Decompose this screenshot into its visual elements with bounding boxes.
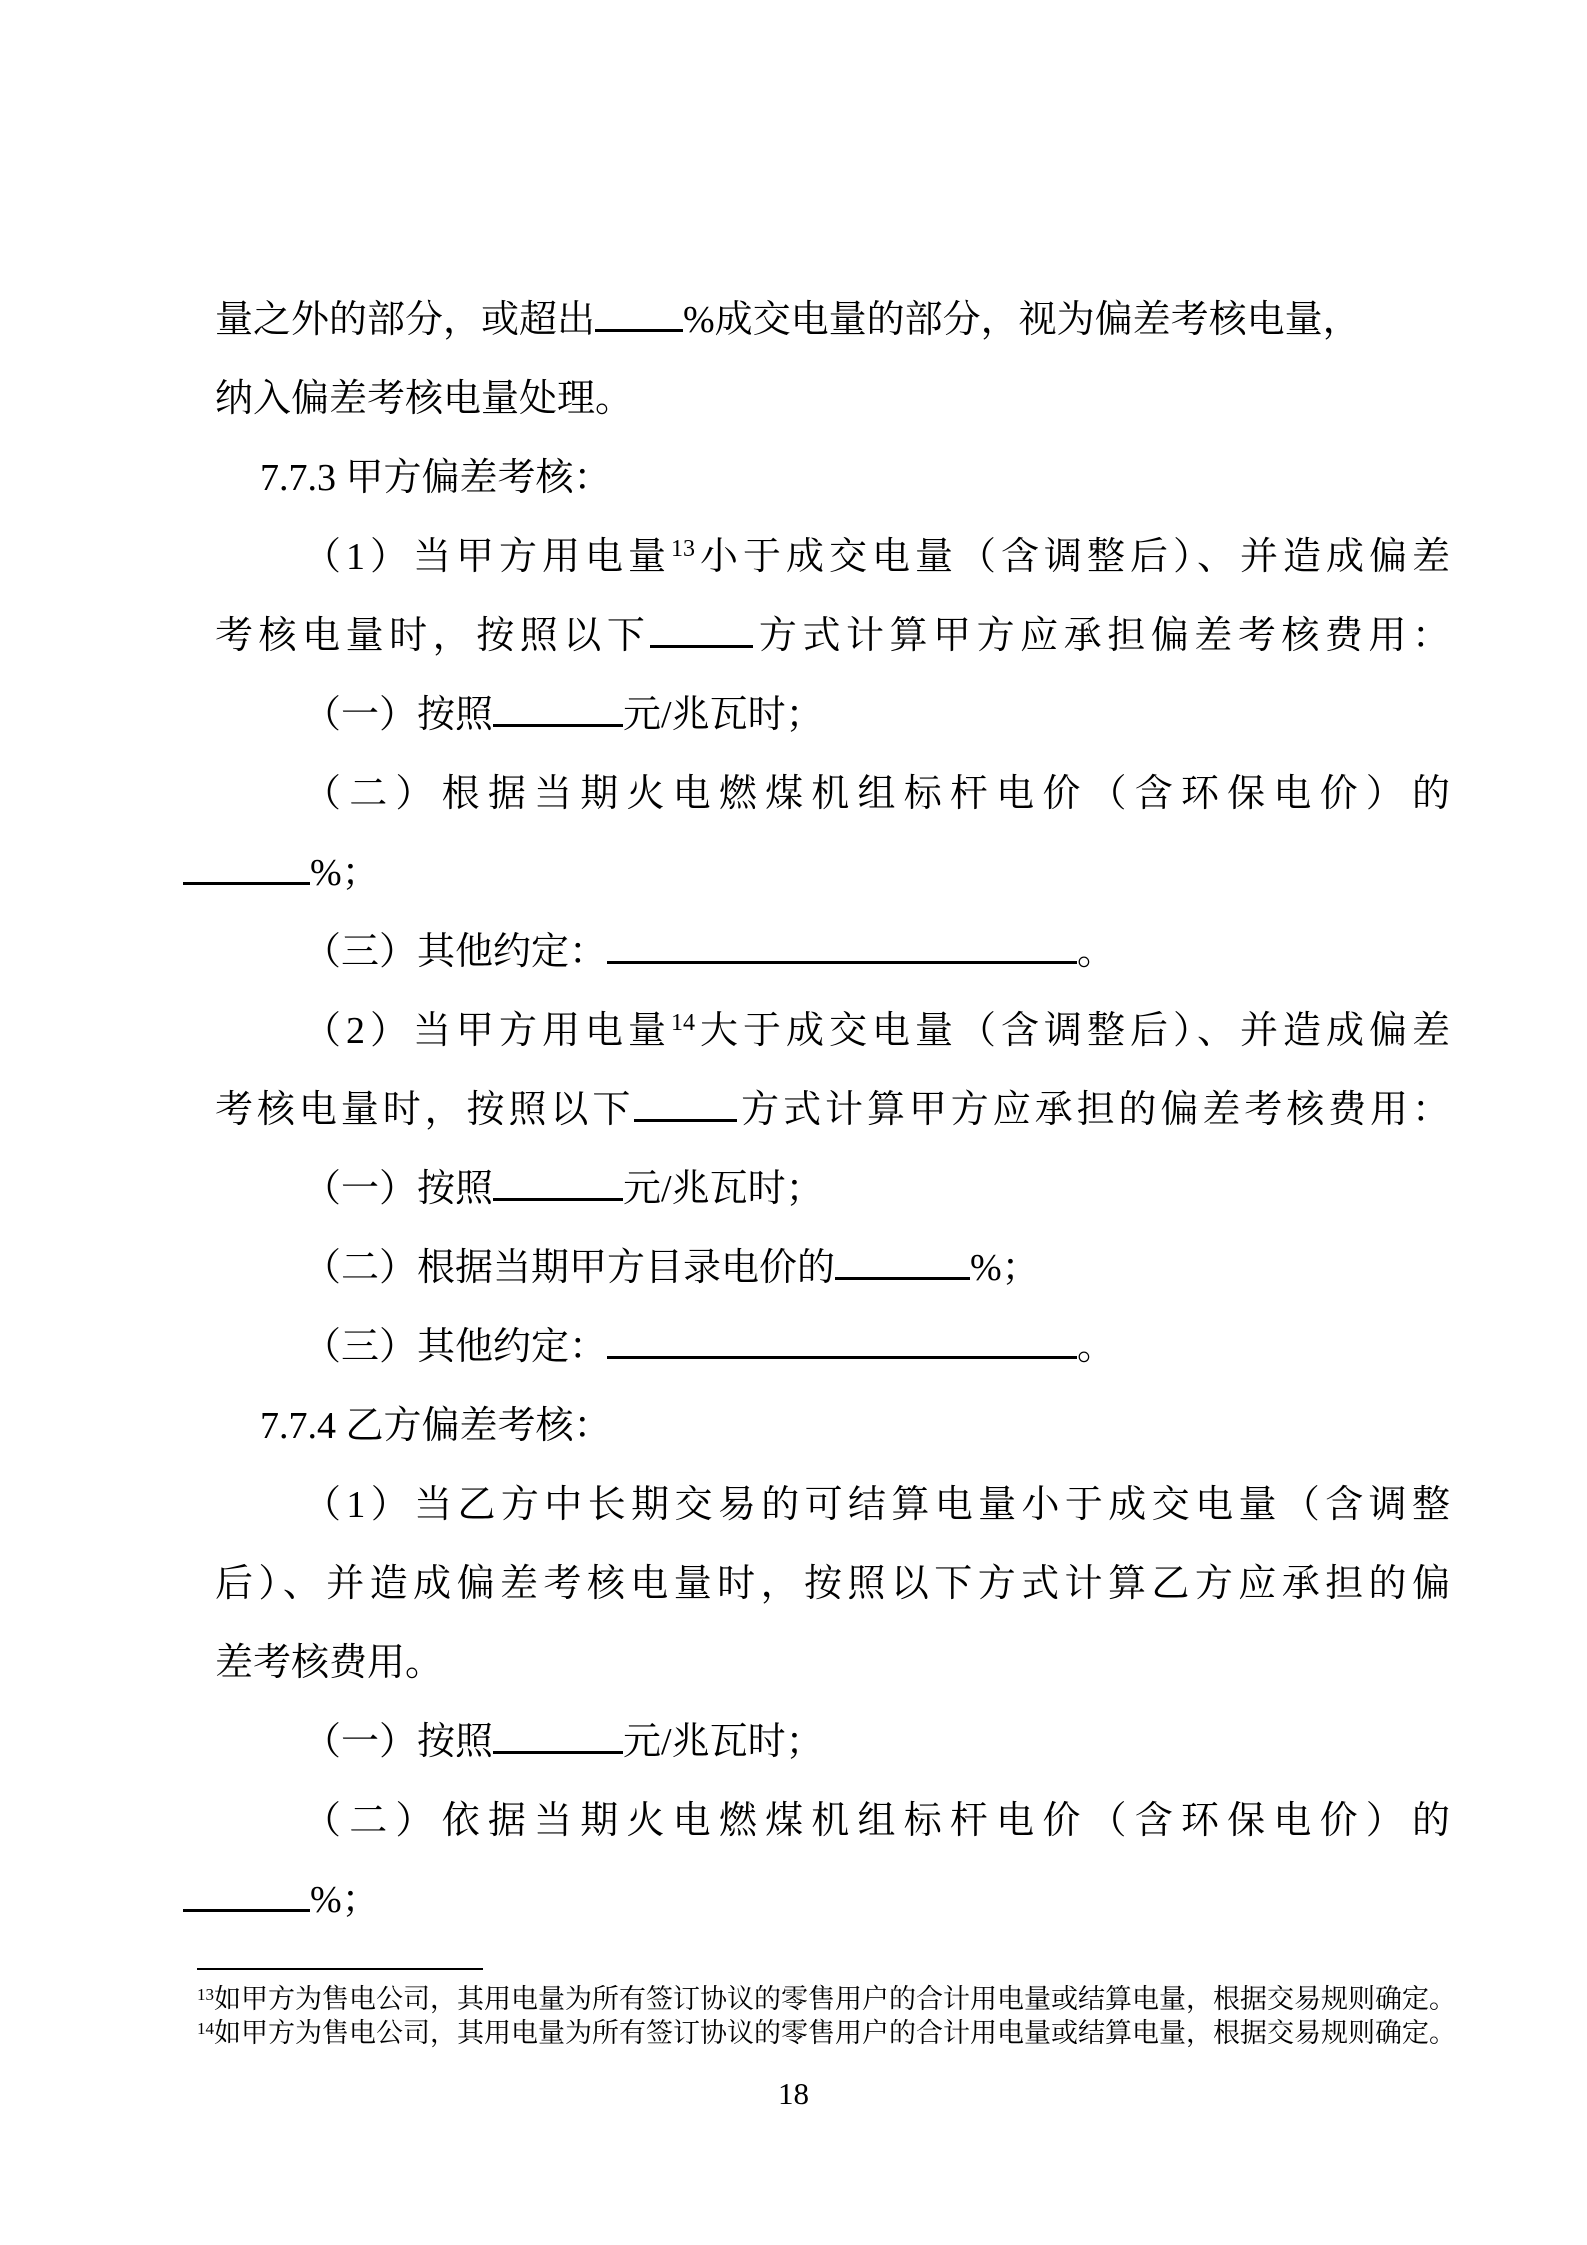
text-line xyxy=(215,1308,1450,1387)
footnote-text: 如甲方为售电公司，其用电量为所有签订协议的零售用户的合计用电量或结算电量，根据交易规则确定。 xyxy=(214,2018,1456,2048)
text-line xyxy=(215,1387,1450,1466)
blank-field xyxy=(183,848,310,885)
text-run: 小于成交电量（含调整后）、并造成偏差 xyxy=(695,536,1450,578)
text-line xyxy=(215,439,1450,518)
text-run: 元/兆瓦时； xyxy=(623,1168,824,1210)
text-run: 量之外的部分，或超出 xyxy=(215,299,596,341)
text-run: 方式计算甲方应承担的偏差考核费用： xyxy=(737,1089,1450,1131)
footnote-marker: 13 xyxy=(197,1984,214,2004)
page-number: 18 xyxy=(778,2076,809,2111)
text-run: 元/兆瓦时； xyxy=(623,1721,824,1763)
text-run: 大于成交电量（含调整后）、并造成偏差 xyxy=(695,1010,1450,1052)
text-run: 7.7.3 甲方偏差考核： xyxy=(260,457,612,499)
text-run: %成交电量的部分，视为偏差考核电量， xyxy=(683,299,1361,341)
text-line xyxy=(215,360,1450,439)
text-run: 差考核费用。 xyxy=(215,1642,444,1684)
text-line xyxy=(215,518,1450,597)
text-run: （一）按照 xyxy=(303,1168,494,1210)
text-line xyxy=(215,1782,1450,1861)
footnote-area xyxy=(197,1968,1456,2052)
blank-field xyxy=(493,1164,623,1201)
blank-field xyxy=(835,1243,970,1280)
footnote-text: 如甲方为售电公司，其用电量为所有签订协议的零售用户的合计用电量或结算电量，根据交易规则确定。 xyxy=(214,1984,1456,2014)
text-line xyxy=(183,834,1450,913)
text-run: %； xyxy=(970,1247,1040,1289)
footnote xyxy=(197,1984,1456,2018)
text-line xyxy=(215,755,1450,834)
blank-field xyxy=(595,295,683,332)
document-body xyxy=(215,281,1450,1940)
text-run: （1）当甲方用电量 xyxy=(303,536,671,578)
text-run: （三）其他约定： xyxy=(303,1326,608,1368)
blank-field xyxy=(607,927,1077,964)
text-run: 考核电量时，按照以下 xyxy=(215,1089,635,1131)
blank-field xyxy=(493,1717,623,1754)
text-line xyxy=(215,1071,1450,1150)
text-run: 7.7.4 乙方偏差考核： xyxy=(260,1405,612,1447)
text-run: 考核电量时，按照以下 xyxy=(215,615,651,657)
footnote-list xyxy=(197,1984,1456,2052)
text-line xyxy=(215,992,1450,1071)
footnote-separator xyxy=(197,1968,483,1970)
text-line xyxy=(215,1703,1450,1782)
text-run: 元/兆瓦时； xyxy=(623,694,824,736)
blank-field xyxy=(493,690,623,727)
footnote xyxy=(197,2018,1456,2052)
text-line xyxy=(215,281,1450,360)
text-line xyxy=(183,1861,1450,1940)
text-run: 后）、并造成偏差考核电量时，按照以下方式计算乙方应承担的偏 xyxy=(215,1563,1450,1605)
text-run: （一）按照 xyxy=(303,694,494,736)
text-run: 。 xyxy=(1077,931,1116,973)
text-line xyxy=(215,1466,1450,1545)
text-line xyxy=(215,597,1450,676)
text-run: （2）当甲方用电量 xyxy=(303,1010,671,1052)
text-run: （二）根据当期甲方目录电价的 xyxy=(303,1247,836,1289)
text-run: 纳入偏差考核电量处理。 xyxy=(215,378,634,420)
text-run: %； xyxy=(310,852,380,894)
footnote-reference: 13 xyxy=(671,535,695,562)
text-line xyxy=(215,1229,1450,1308)
text-line xyxy=(215,913,1450,992)
text-run: （二）依据当期火电燃煤机组标杆电价（含环保电价）的 xyxy=(303,1800,1450,1842)
text-run: （一）按照 xyxy=(303,1721,494,1763)
text-run: 。 xyxy=(1077,1326,1116,1368)
footnote-marker: 14 xyxy=(197,2018,214,2038)
blank-field xyxy=(650,611,753,648)
text-run: 方式计算甲方应承担偏差考核费用： xyxy=(753,615,1450,657)
text-line xyxy=(215,1624,1450,1703)
blank-field xyxy=(634,1085,737,1122)
text-run: %； xyxy=(310,1879,380,1921)
blank-field xyxy=(183,1875,310,1912)
text-run: （二）根据当期火电燃煤机组标杆电价（含环保电价）的 xyxy=(303,773,1450,815)
text-line xyxy=(215,1545,1450,1624)
footnote-reference: 14 xyxy=(671,1009,695,1036)
text-line xyxy=(215,1150,1450,1229)
text-run: （1）当乙方中长期交易的可结算电量小于成交电量（含调整 xyxy=(303,1484,1450,1526)
blank-field xyxy=(607,1322,1077,1359)
text-line xyxy=(215,676,1450,755)
text-run: （三）其他约定： xyxy=(303,931,608,973)
